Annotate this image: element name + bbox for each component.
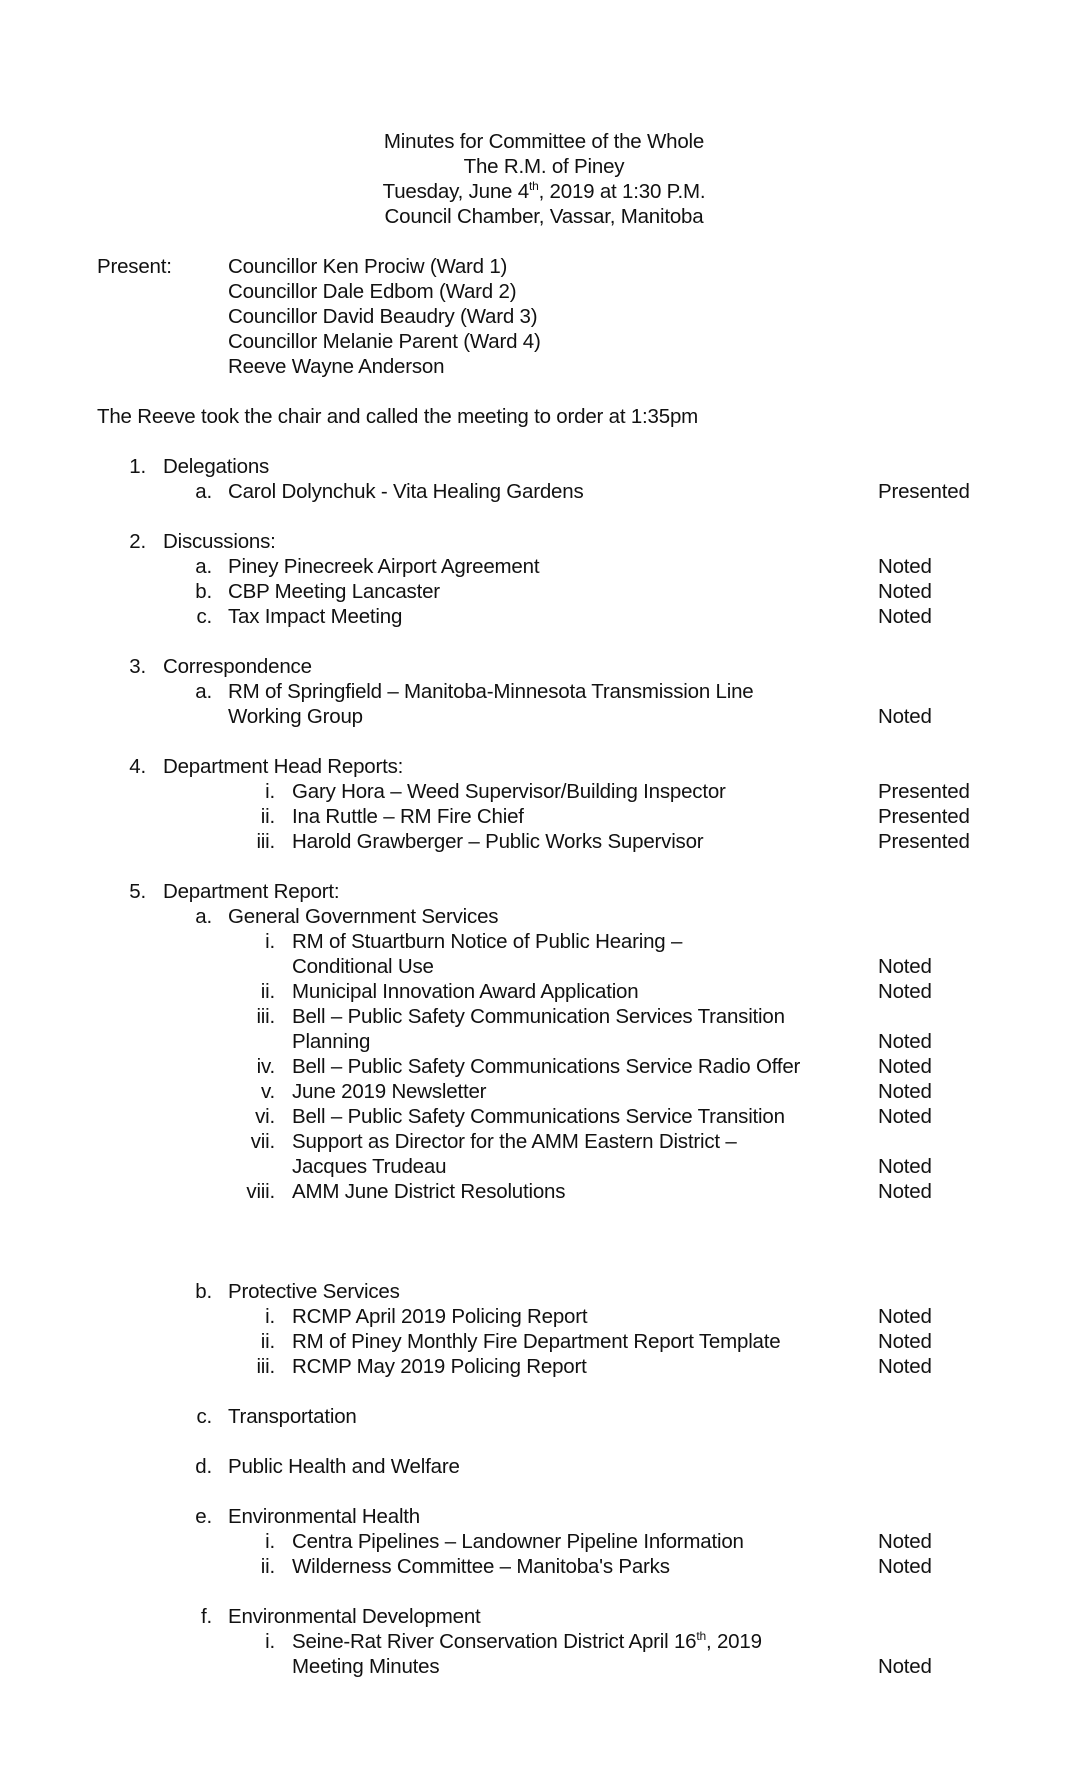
item-status: Noted [878, 1305, 932, 1328]
item-text-main: Seine-Rat River Conservation District April 16 [292, 1630, 697, 1653]
section-number: 4. [129, 755, 146, 778]
present-label: Present: [97, 255, 172, 278]
item-status: Noted [878, 1355, 932, 1378]
item-marker: i. [265, 930, 275, 953]
item-marker: i. [265, 1530, 275, 1553]
item-status: Presented [878, 780, 970, 803]
item-status: Noted [878, 1655, 932, 1678]
item-text: Tax Impact Meeting [228, 605, 403, 628]
subsection-title-general-government: General Government Services [228, 905, 499, 928]
item-marker: ii. [260, 980, 275, 1003]
subsection-marker: b. [195, 1280, 212, 1303]
subsection-title-public-health: Public Health and Welfare [228, 1455, 460, 1478]
item-text: RM of Piney Monthly Fire Department Report Template [292, 1330, 781, 1353]
item-text: Support as Director for the AMM Eastern District – [292, 1130, 737, 1153]
present-member: Reeve Wayne Anderson [228, 355, 445, 378]
item-status: Noted [878, 1080, 932, 1103]
section-title-department-head-reports: Department Head Reports: [163, 755, 404, 778]
item-status: Noted [878, 980, 932, 1003]
subsection-marker: c. [196, 1405, 212, 1428]
subsection-marker: f. [201, 1605, 212, 1628]
item-text-continued: Jacques Trudeau [292, 1155, 447, 1178]
item-text: June 2019 Newsletter [292, 1080, 487, 1103]
item-status: Presented [878, 830, 970, 853]
item-marker: b. [195, 580, 212, 603]
item-text: Ina Ruttle – RM Fire Chief [292, 805, 524, 828]
meeting-date [0, 180, 1088, 204]
organization-name: The R.M. of Piney [463, 155, 625, 178]
section-title-delegations: Delegations [163, 455, 270, 478]
item-marker: iii. [256, 1005, 275, 1028]
item-text: RCMP April 2019 Policing Report [292, 1305, 588, 1328]
document-title: Minutes for Committee of the Whole [383, 130, 705, 153]
item-marker: vi. [255, 1105, 275, 1128]
item-status: Noted [878, 1555, 932, 1578]
item-text-suffix: th [696, 1629, 706, 1643]
item-marker: iii. [256, 830, 275, 853]
meeting-date-time: , 2019 at 1:30 P.M. [538, 180, 706, 203]
item-status: Noted [878, 1530, 932, 1553]
item-text: RM of Springfield – Manitoba-Minnesota Transmission Line [228, 680, 754, 703]
section-number: 3. [129, 655, 146, 678]
item-text: Carol Dolynchuk - Vita Healing Gardens [228, 480, 584, 503]
subsection-title-environmental-development: Environmental Development [228, 1605, 481, 1628]
item-marker: v. [260, 1080, 275, 1103]
item-text: Bell – Public Safety Communications Service Radio Offer [292, 1055, 801, 1078]
meeting-date-suffix: th [528, 179, 539, 193]
item-status: Noted [878, 1055, 932, 1078]
present-member: Councillor Ken Prociw (Ward 1) [228, 255, 508, 278]
subsection-title-protective-services: Protective Services [228, 1280, 400, 1303]
item-status: Presented [878, 480, 970, 503]
item-text: Bell – Public Safety Communications Service Transition [292, 1105, 785, 1128]
item-text: Municipal Innovation Award Application [292, 980, 639, 1003]
item-marker: a. [195, 555, 212, 578]
call-to-order: The Reeve took the chair and called the meeting to order at 1:35pm [97, 405, 699, 428]
item-text: Bell – Public Safety Communication Services Transition [292, 1005, 785, 1028]
meeting-location: Council Chamber, Vassar, Manitoba [384, 205, 704, 228]
meeting-date-main: Tuesday, June 4 [382, 180, 529, 203]
item-marker: ii. [260, 805, 275, 828]
item-status: Noted [878, 605, 932, 628]
item-marker: i. [265, 1630, 275, 1653]
item-status: Noted [878, 955, 932, 978]
item-marker: iv. [256, 1055, 275, 1078]
subsection-marker: a. [195, 905, 212, 928]
item-text-continued: Conditional Use [292, 955, 434, 978]
present-member: Councillor David Beaudry (Ward 3) [228, 305, 538, 328]
item-status: Noted [878, 580, 932, 603]
item-text: Harold Grawberger – Public Works Supervisor [292, 830, 704, 853]
item-status: Noted [878, 1330, 932, 1353]
item-marker: ii. [260, 1330, 275, 1353]
item-marker: i. [265, 780, 275, 803]
section-number: 2. [129, 530, 146, 553]
section-number: 5. [129, 880, 146, 903]
item-marker: a. [195, 480, 212, 503]
item-status: Presented [878, 805, 970, 828]
subsection-title-environmental-health: Environmental Health [228, 1505, 420, 1528]
section-number: 1. [129, 455, 146, 478]
item-status: Noted [878, 1030, 932, 1053]
item-text-continued: Working Group [228, 705, 363, 728]
present-member: Councillor Dale Edbom (Ward 2) [228, 280, 517, 303]
item-marker: iii. [256, 1355, 275, 1378]
item-marker: i. [265, 1305, 275, 1328]
item-text: RCMP May 2019 Policing Report [292, 1355, 587, 1378]
section-title-correspondence: Correspondence [163, 655, 312, 678]
item-text: Centra Pipelines – Landowner Pipeline Information [292, 1530, 744, 1553]
item-text: RM of Stuartburn Notice of Public Hearing – [292, 930, 683, 953]
subsection-title-transportation: Transportation [228, 1405, 357, 1428]
item-marker: a. [195, 680, 212, 703]
present-member: Councillor Melanie Parent (Ward 4) [228, 330, 541, 353]
item-marker: vii. [250, 1130, 275, 1153]
item-text-year: , 2019 [705, 1630, 762, 1653]
item-text-continued: Planning [292, 1030, 371, 1053]
item-text: Piney Pinecreek Airport Agreement [228, 555, 540, 578]
item-status: Noted [878, 1155, 932, 1178]
item-text-continued: Meeting Minutes [292, 1655, 440, 1678]
item-status: Noted [878, 705, 932, 728]
item-status: Noted [878, 1105, 932, 1128]
subsection-marker: e. [195, 1505, 212, 1528]
item-status: Noted [878, 555, 932, 578]
item-text [292, 1630, 762, 1654]
item-marker: viii. [246, 1180, 275, 1203]
section-title-department-report: Department Report: [163, 880, 340, 903]
item-status: Noted [878, 1180, 932, 1203]
item-text: CBP Meeting Lancaster [228, 580, 440, 603]
item-marker: c. [196, 605, 212, 628]
section-title-discussions: Discussions: [163, 530, 276, 553]
item-text: Wilderness Committee – Manitoba's Parks [292, 1555, 670, 1578]
item-text: Gary Hora – Weed Supervisor/Building Inspector [292, 780, 726, 803]
item-text: AMM June District Resolutions [292, 1180, 566, 1203]
item-marker: ii. [260, 1555, 275, 1578]
subsection-marker: d. [195, 1455, 212, 1478]
